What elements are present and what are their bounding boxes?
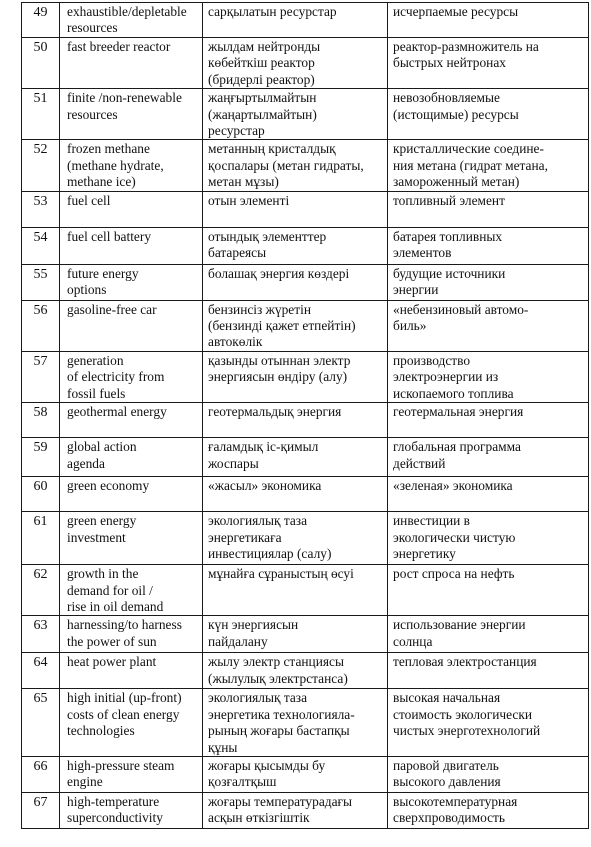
- entry-number: 51: [22, 89, 60, 140]
- term-english: geothermal energy: [60, 403, 203, 438]
- entry-number: 56: [22, 300, 60, 351]
- term-kazakh: метанның кристалдық қоспалары (метан гидраты, метан мұзы): [203, 140, 388, 191]
- term-kazakh: геотермальдық энергия: [203, 403, 388, 438]
- term-kazakh: жылдам нейтронды көбейткіш реактор (бридерлі реактор): [203, 38, 388, 89]
- table-row: [22, 227, 589, 264]
- entry-number: 63: [22, 616, 60, 653]
- table-row: [22, 477, 589, 512]
- term-kazakh: ғаламдық іс-қимыл жоспары: [203, 438, 388, 477]
- entry-number: 65: [22, 689, 60, 757]
- table-row: [22, 191, 589, 227]
- term-russian: топливный элемент: [388, 191, 589, 227]
- term-kazakh: экологиялық таза энергетикаға инвестициялар (салу): [203, 512, 388, 565]
- table-row: [22, 89, 589, 140]
- term-kazakh: мұнайға сұраныстың өсуі: [203, 565, 388, 616]
- term-english: heat power plant: [60, 653, 203, 689]
- entry-number: 67: [22, 792, 60, 828]
- entry-number: 54: [22, 227, 60, 264]
- table-row: [22, 351, 589, 402]
- term-russian: высокая начальная стоимость экологически чистых энерготехнологий: [388, 689, 589, 757]
- table-row: [22, 264, 589, 300]
- entry-number: 50: [22, 38, 60, 89]
- entry-number: 55: [22, 264, 60, 300]
- term-russian: использование энергии солнца: [388, 616, 589, 653]
- term-english: frozen methane (methane hydrate, methane ice): [60, 140, 203, 191]
- glossary-body: [22, 3, 589, 829]
- term-kazakh: экологиялық таза энергетика технологияла- рының жоғары бастапқы құны: [203, 689, 388, 757]
- term-kazakh: жаңғыртылмайтын (жаңартылмайтын) ресурстар: [203, 89, 388, 140]
- term-russian: рост спроса на нефть: [388, 565, 589, 616]
- term-russian: будущие источники энергии: [388, 264, 589, 300]
- entry-number: 49: [22, 3, 60, 38]
- term-russian: исчерпаемые ресурсы: [388, 3, 589, 38]
- term-english: gasoline-free car: [60, 300, 203, 351]
- table-row: [22, 3, 589, 38]
- term-kazakh: сарқылатын ресурстар: [203, 3, 388, 38]
- term-kazakh: қазынды отыннан электр энергиясын өндіру (алу): [203, 351, 388, 402]
- table-row: [22, 140, 589, 191]
- term-english: growth in the demand for oil / rise in oil demand: [60, 565, 203, 616]
- table-row: [22, 38, 589, 89]
- term-english: fuel cell battery: [60, 227, 203, 264]
- term-kazakh: болашақ энергия көздері: [203, 264, 388, 300]
- term-russian: геотермальная энергия: [388, 403, 589, 438]
- entry-number: 61: [22, 512, 60, 565]
- entry-number: 53: [22, 191, 60, 227]
- glossary-table: [21, 2, 589, 829]
- term-russian: «небензиновый автомо- биль»: [388, 300, 589, 351]
- term-english: fuel cell: [60, 191, 203, 227]
- term-kazakh: күн энергиясын пайдалану: [203, 616, 388, 653]
- table-row: [22, 792, 589, 828]
- term-russian: реактор-размножитель на быстрых нейтронах: [388, 38, 589, 89]
- table-row: [22, 616, 589, 653]
- entry-number: 66: [22, 756, 60, 792]
- entry-number: 60: [22, 477, 60, 512]
- term-russian: инвестиции в экологически чистую энергетику: [388, 512, 589, 565]
- term-russian: глобальная программа действий: [388, 438, 589, 477]
- entry-number: 57: [22, 351, 60, 402]
- term-english: finite /non-renewable resources: [60, 89, 203, 140]
- entry-number: 64: [22, 653, 60, 689]
- entry-number: 62: [22, 565, 60, 616]
- table-row: [22, 756, 589, 792]
- term-english: harnessing/to harness the power of sun: [60, 616, 203, 653]
- term-english: green economy: [60, 477, 203, 512]
- term-english: high-pressure steam engine: [60, 756, 203, 792]
- term-russian: невозобновляемые (истощимые) ресурсы: [388, 89, 589, 140]
- term-russian: паровой двигатель высокого давления: [388, 756, 589, 792]
- term-kazakh: жоғары температурадағы асқын өткізгіштік: [203, 792, 388, 828]
- term-english: exhaustible/depletable resources: [60, 3, 203, 38]
- table-row: [22, 512, 589, 565]
- term-russian: производство электроэнергии из ископаемого топлива: [388, 351, 589, 402]
- table-row: [22, 403, 589, 438]
- table-row: [22, 565, 589, 616]
- term-russian: «зеленая» экономика: [388, 477, 589, 512]
- entry-number: 52: [22, 140, 60, 191]
- term-kazakh: бензинсіз жүретін (бензинді қажет етпейтін) автокөлік: [203, 300, 388, 351]
- term-english: high-temperature superconductivity: [60, 792, 203, 828]
- term-russian: батарея топливных элементов: [388, 227, 589, 264]
- entry-number: 59: [22, 438, 60, 477]
- term-russian: тепловая электростанция: [388, 653, 589, 689]
- table-row: [22, 300, 589, 351]
- term-english: fast breeder reactor: [60, 38, 203, 89]
- term-english: high initial (up-front) costs of clean energy technologies: [60, 689, 203, 757]
- term-english: green energy investment: [60, 512, 203, 565]
- term-russian: кристаллические соедине- ния метана (гидрат метана, замороженный метан): [388, 140, 589, 191]
- term-kazakh: «жасыл» экономика: [203, 477, 388, 512]
- table-row: [22, 653, 589, 689]
- table-row: [22, 689, 589, 757]
- term-kazakh: жылу электр станциясы (жылулық электрстанса): [203, 653, 388, 689]
- term-kazakh: отындық элементтер батареясы: [203, 227, 388, 264]
- entry-number: 58: [22, 403, 60, 438]
- table-row: [22, 438, 589, 477]
- term-english: generation of electricity from fossil fuels: [60, 351, 203, 402]
- term-russian: высокотемпературная сверхпроводимость: [388, 792, 589, 828]
- term-kazakh: жоғары қысымды бу қозғалтқыш: [203, 756, 388, 792]
- term-english: global action agenda: [60, 438, 203, 477]
- term-kazakh: отын элементі: [203, 191, 388, 227]
- term-english: future energy options: [60, 264, 203, 300]
